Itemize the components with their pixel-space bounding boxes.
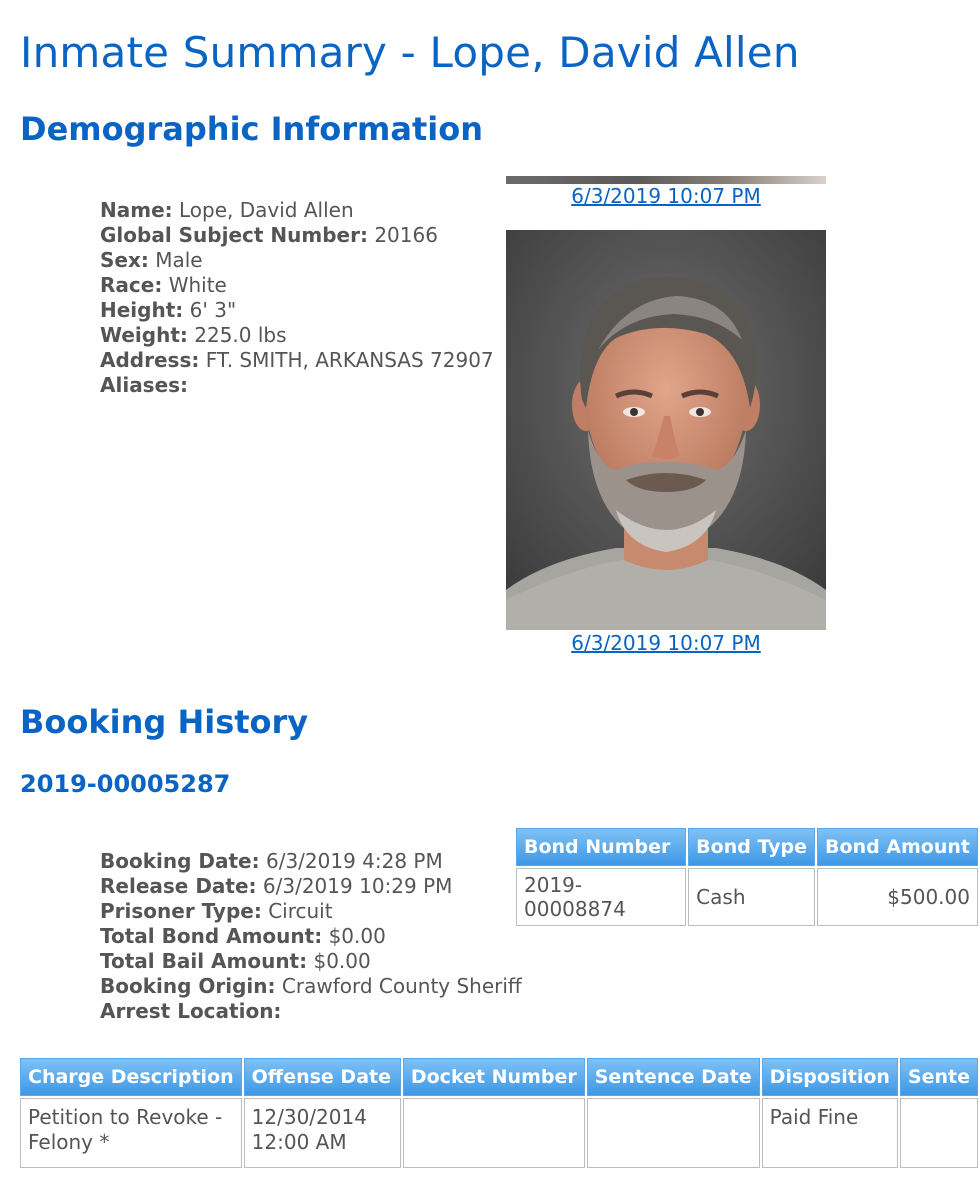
booking-row-booking-origin: Booking Origin: Crawford County Sheriff bbox=[100, 974, 522, 998]
demographic-row-address: Address: FT. SMITH, ARKANSAS 72907 bbox=[100, 348, 494, 372]
charge-header-disposition: Disposition bbox=[762, 1058, 898, 1096]
page-title: Inmate Summary - Lope, David Allen bbox=[20, 28, 800, 77]
demographic-row-name: Name: Lope, David Allen bbox=[100, 198, 354, 222]
demographic-row-height: Height: 6' 3" bbox=[100, 298, 237, 322]
bond-header-amount: Bond Amount bbox=[817, 828, 978, 866]
mugshot-photo[interactable] bbox=[506, 230, 826, 630]
bond-header-number: Bond Number bbox=[516, 828, 686, 866]
demographic-heading: Demographic Information bbox=[20, 110, 483, 148]
booking-row-booking-date: Booking Date: 6/3/2019 4:28 PM bbox=[100, 849, 443, 873]
bond-cell-amount: $500.00 bbox=[817, 868, 978, 926]
charge-table bbox=[18, 1056, 980, 1170]
charge-cell-offense-date: 12/30/2014 12:00 AM bbox=[244, 1098, 401, 1168]
demographic-row-race: Race: White bbox=[100, 273, 227, 297]
demographic-row-aliases: Aliases: bbox=[100, 373, 189, 397]
photo-date-link-1[interactable]: 6/3/2019 10:07 PM bbox=[571, 184, 761, 208]
charge-cell-sentence bbox=[900, 1098, 978, 1168]
demographic-row-subject-number: Global Subject Number: 20166 bbox=[100, 223, 438, 247]
charge-cell-description: Petition to Revoke - Felony * bbox=[20, 1098, 242, 1168]
booking-row-total-bond: Total Bond Amount: $0.00 bbox=[100, 924, 386, 948]
bond-table bbox=[514, 826, 980, 928]
charge-header-sentence: Sente bbox=[900, 1058, 978, 1096]
demographic-row-weight: Weight: 225.0 lbs bbox=[100, 323, 287, 347]
charge-cell-disposition: Paid Fine bbox=[762, 1098, 898, 1168]
bond-table-header bbox=[516, 828, 978, 866]
table-row bbox=[516, 868, 978, 926]
booking-history-heading: Booking History bbox=[20, 703, 309, 741]
charge-header-description: Charge Description bbox=[20, 1058, 242, 1096]
mugshot-photo-cropped[interactable] bbox=[506, 176, 826, 184]
booking-number: 2019-00005287 bbox=[20, 770, 231, 798]
table-row bbox=[20, 1098, 978, 1168]
bond-cell-number: 2019-00008874 bbox=[516, 868, 686, 926]
booking-row-arrest-location: Arrest Location: bbox=[100, 999, 282, 1023]
mugshot-illustration bbox=[506, 230, 826, 630]
charge-header-docket: Docket Number bbox=[403, 1058, 585, 1096]
charge-cell-docket bbox=[403, 1098, 585, 1168]
booking-info bbox=[100, 849, 522, 1024]
booking-row-prisoner-type: Prisoner Type: Circuit bbox=[100, 899, 333, 923]
demographic-row-sex: Sex: Male bbox=[100, 248, 203, 272]
booking-row-total-bail: Total Bail Amount: $0.00 bbox=[100, 949, 371, 973]
bond-header-type: Bond Type bbox=[688, 828, 815, 866]
charge-header-offense-date: Offense Date bbox=[244, 1058, 401, 1096]
demographic-info bbox=[100, 198, 494, 398]
photo-date-link-2[interactable]: 6/3/2019 10:07 PM bbox=[571, 631, 761, 655]
charge-table-header bbox=[20, 1058, 978, 1096]
charge-header-sentence-date: Sentence Date bbox=[587, 1058, 760, 1096]
bond-cell-type: Cash bbox=[688, 868, 815, 926]
charge-cell-sentence-date bbox=[587, 1098, 760, 1168]
booking-row-release-date: Release Date: 6/3/2019 10:29 PM bbox=[100, 874, 453, 898]
